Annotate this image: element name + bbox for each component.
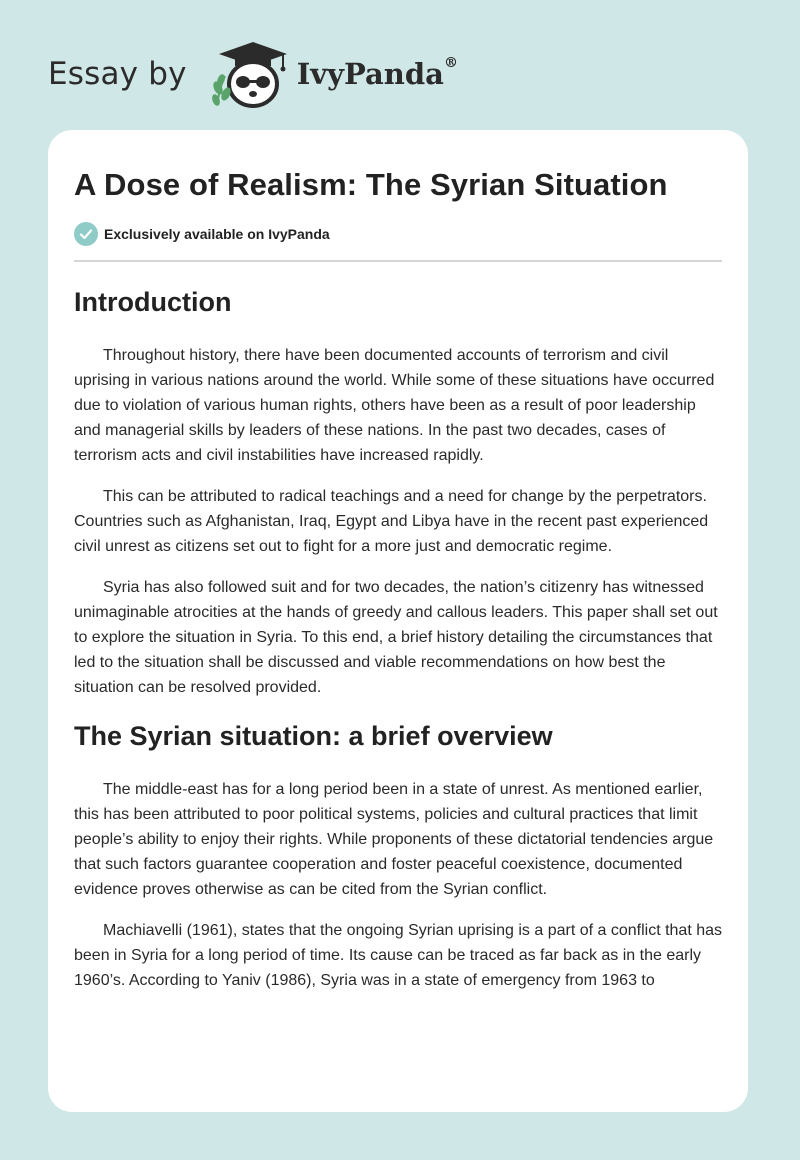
exclusive-badge (74, 222, 722, 246)
paragraph: Throughout history, there have been documented accounts of terrorism and civil uprising in various nations around the world. While some of these situations have occurred due to violation of various human rights, others have been as a result of poor leadership and managerial skills by leaders of these nations. In the past two decades, cases of terrorism acts and civil instabilities have increased rapidly. (74, 347, 715, 464)
page-title: A Dose of Realism: The Syrian Situation (74, 167, 668, 202)
brand-name[interactable]: IvyPanda® (296, 55, 458, 91)
panda-graduate-logo-icon (205, 38, 291, 110)
paragraph: The middle-east has for a long period been in a state of unrest. As mentioned earlier, this has been attributed to poor political systems, policies and cultural practices that limit people’s ability to enjoy their rights. While proponents of these dictatorial tendencies argue that such factors guarantee cooperation and foster peaceful coexistence, documented evidence proves otherwise as can be cited from the Syrian conflict. (74, 781, 714, 898)
site-header (48, 36, 458, 112)
essay-card (48, 130, 748, 1112)
essay-by-label: Essay by (48, 56, 187, 92)
section-heading: The Syrian situation: a brief overview (74, 721, 553, 751)
exclusive-label: Exclusively available on IvyPanda (104, 226, 330, 242)
section-heading: Introduction (74, 287, 232, 317)
check-icon (74, 222, 98, 246)
paragraph: This can be attributed to radical teachings and a need for change by the perpetrators. Countries such as Afghanistan, Iraq, Egypt and Libya have in the recent past experienced civil unrest as citizens set out to fight for a more just and democratic regime. (74, 488, 709, 555)
divider (74, 260, 722, 262)
paragraph: Syria has also followed suit and for two decades, the nation’s citizenry has witnessed unimaginable atrocities at the hands of greedy and callous leaders. This paper shall set out to explore the situation in Syria. To this end, a brief history detailing the circumstances that led to the situation shall be discussed and viable recommendations on how best the situation can be resolved provided. (74, 579, 718, 696)
paragraph: Machiavelli (1961), states that the ongoing Syrian uprising is a part of a conflict that has been in Syria for a long period of time. Its cause can be traced as far back as in the early 1960’s. According to Yaniv (1986), Syria was in a state of emergency from 1963 to (74, 922, 723, 989)
